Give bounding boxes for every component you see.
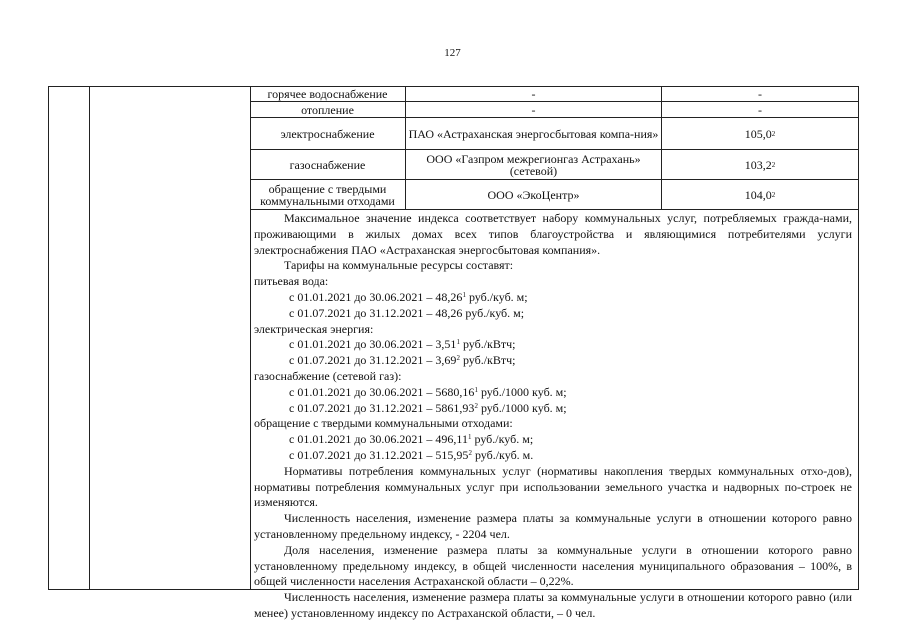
service-row-hot-water: [250, 87, 858, 102]
water-label: питьевая вода:: [254, 274, 329, 289]
electricity-tariff-2: с 01.07.2021 до 31.12.2021 – 3,69$^2$ руб./кВтч;: [289, 353, 516, 368]
waste-label: обращение с твердыми коммунальными отходами:: [254, 416, 513, 431]
service-index: 105,0 2: [744, 126, 776, 141]
service-name: электроснабжение: [250, 118, 406, 149]
service-name: обращение с твердыми коммунальными отходами: [250, 180, 406, 209]
service-index: -: [758, 87, 762, 101]
service-row-electricity: [250, 118, 858, 150]
document-table: [48, 86, 859, 620]
gas-tariff-1: с 01.01.2021 до 30.06.2021 – 5680,16$^1$ руб./1000 куб. м;: [289, 384, 567, 399]
service-provider: -: [406, 102, 662, 117]
service-index: 104,0 2: [744, 187, 776, 202]
service-row-heating: [250, 102, 858, 118]
explanatory-text: [250, 211, 858, 622]
water-tariff-2: с 01.07.2021 до 31.12.2021 – 48,26 руб./куб. м;: [289, 305, 525, 320]
service-index: -: [758, 102, 762, 117]
service-provider: -: [406, 87, 662, 101]
service-index: 103,2 2: [744, 157, 776, 172]
gas-label: газоснабжение (сетевой газ):: [254, 368, 402, 383]
paragraph-max-index: Максимальное значение индекса соответствует набору коммунальных услуг, потребляемых гражда-нами, проживающими в жилых домах всех типов благоустройства и являющимися потребителями услуги электроснабжения ПАО «Астраханская энергосбытовая компания».: [254, 211, 852, 257]
service-name: газоснабжение: [250, 150, 406, 179]
service-name: отопление: [250, 102, 406, 117]
electricity-tariff-1: с 01.01.2021 до 30.06.2021 – 3,51$^1$ руб./кВтч;: [289, 337, 516, 352]
service-row-waste: [250, 180, 858, 210]
waste-tariff-2: с 01.07.2021 до 31.12.2021 – 515,95$^2$ руб./куб. м.: [289, 447, 534, 462]
paragraph-population-region: Численность населения, изменение размера платы за коммунальные услуги в отношении которого равно (или менее) установленному индексу по Астраханской области, – 0 чел.: [254, 590, 852, 620]
service-name: горячее водоснабжение: [250, 87, 406, 101]
page-number: 127: [444, 47, 461, 59]
paragraph-norms: Нормативы потребления коммунальных услуг (нормативы накопления твердых коммунальных отхо-дов), нормативы потребления коммунальных услуг при использовании земельного участка и надворных по-строек не изменяются.: [254, 463, 852, 510]
water-tariff-1: с 01.01.2021 до 30.06.2021 – 48,26$^1$ руб./куб. м;: [289, 289, 528, 304]
service-row-gas: [250, 150, 858, 180]
paragraph-population-share: Доля населения, изменение размера платы за коммунальные услуги в отношении которого равно установленному предельному индексу, в общей численности населения муниципального образования – 100%, в общей численности населения Астраханской области – 0,22%.: [254, 542, 852, 589]
paragraph-population-count: Численность населения, изменение размера платы за коммунальные услуги в отношении которого равно установленному предельному индексу, - 2204 чел.: [254, 511, 852, 541]
tariffs-intro: Тарифы на коммунальные ресурсы составят:: [284, 258, 514, 273]
service-provider: ООО «ЭкоЦентр»: [406, 180, 662, 209]
service-provider: ПАО «Астраханская энергосбытовая компа-ния»: [406, 118, 662, 149]
electricity-label: электрическая энергия:: [254, 321, 374, 336]
waste-tariff-1: с 01.01.2021 до 30.06.2021 – 496,11$^1$ руб./куб. м;: [289, 432, 534, 447]
column-divider: [89, 87, 90, 589]
service-provider: ООО «Газпром межрегионгаз Астрахань» (сетевой): [406, 150, 662, 179]
gas-tariff-2: с 01.07.2021 до 31.12.2021 – 5861,93$^2$ руб./1000 куб. м;: [289, 400, 567, 415]
